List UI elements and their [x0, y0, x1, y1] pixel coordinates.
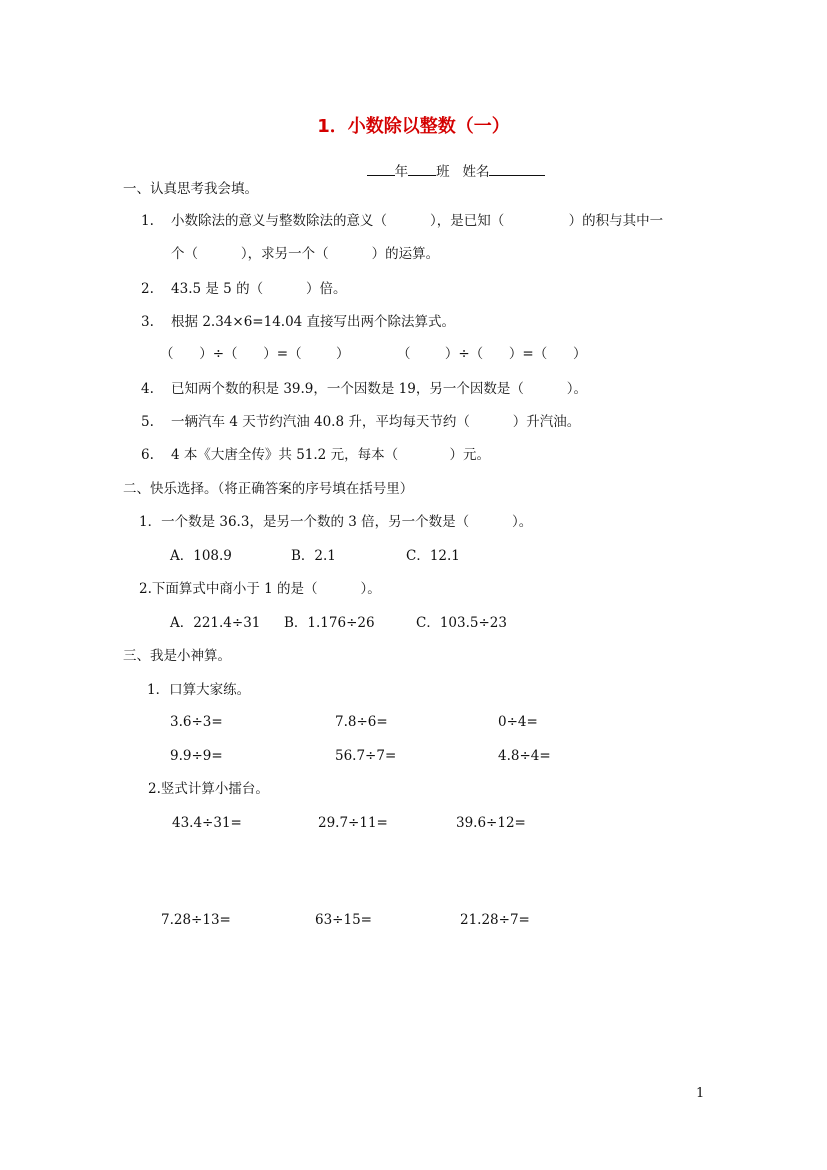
- question-2-1-option-b: B．2.1: [291, 548, 336, 564]
- vertical-problem: 39.6÷12=: [456, 815, 526, 831]
- section-3-heading: 三、我是小神算。: [123, 648, 231, 664]
- oral-problem: 7.8÷6=: [335, 714, 388, 730]
- question-1-3-expression-2: （ ）÷（ ）=（ ）: [397, 346, 587, 362]
- question-1-1-line-2: 个（ ），求另一个（ ）的运算。: [171, 246, 440, 262]
- year-blank[interactable]: [367, 163, 395, 176]
- page-number: 1: [696, 1086, 705, 1101]
- vertical-problem: 43.4÷31=: [172, 815, 242, 831]
- class-blank[interactable]: [408, 163, 436, 176]
- question-1-6: 6. 4 本《大唐全传》共 51.2 元，每本（ ）元。: [141, 447, 491, 463]
- question-1-4: 4. 已知两个数的积是 39.9，一个因数是 19，另一个因数是（ ）。: [141, 381, 588, 397]
- part-3-1-heading: 1．口算大家练。: [147, 682, 251, 698]
- vertical-problem: 21.28÷7=: [460, 912, 530, 928]
- vertical-problem: 63÷15=: [315, 912, 372, 928]
- oral-problem: 9.9÷9=: [170, 748, 223, 764]
- question-2-1-option-c: C．12.1: [406, 548, 460, 564]
- year-label: 年: [394, 164, 409, 180]
- question-2-2: 2.下面算式中商小于 1 的是（ ）。: [139, 581, 381, 597]
- question-1-2: 2. 43.5 是 5 的（ ）倍。: [141, 281, 347, 297]
- question-2-1: 1．一个数是 36.3，是另一个数的 3 倍，另一个数是（ ）。: [139, 514, 533, 530]
- oral-problem: 4.8÷4=: [498, 748, 551, 764]
- oral-problem: 3.6÷3=: [170, 714, 223, 730]
- question-1-5: 5. 一辆汽车 4 天节约汽油 40.8 升，平均每天节约（ ）升汽油。: [141, 414, 581, 430]
- question-1-3-expression-1: （ ）÷（ ）=（ ）: [160, 346, 350, 362]
- page-title: 1．小数除以整数（一）: [317, 116, 510, 137]
- name-blank[interactable]: [489, 163, 545, 176]
- question-1-1-line-1: 1. 小数除法的意义与整数除法的意义（ ），是已知（ ）的积与其中一: [141, 213, 664, 229]
- question-1-3: 3. 根据 2.34×6=14.04 直接写出两个除法算式。: [141, 314, 456, 330]
- vertical-problem: 29.7÷11=: [318, 815, 388, 831]
- student-info-line: [358, 147, 545, 180]
- question-2-1-option-a: A．108.9: [170, 548, 232, 564]
- class-label: 班: [436, 164, 450, 180]
- oral-problem: 0÷4=: [498, 714, 538, 730]
- name-label: 姓名: [462, 164, 490, 180]
- section-1-heading: 一、认真思考我会填。: [123, 181, 258, 197]
- oral-problem: 56.7÷7=: [335, 748, 397, 764]
- question-2-2-option-a: A．221.4÷31: [170, 615, 261, 631]
- question-2-2-option-c: C．103.5÷23: [416, 615, 507, 631]
- question-2-2-option-b: B．1.176÷26: [284, 615, 375, 631]
- section-2-heading: 二、快乐选择。（将正确答案的序号填在括号里）: [123, 481, 414, 497]
- vertical-problem: 7.28÷13=: [161, 912, 231, 928]
- part-3-2-heading: 2.竖式计算小擂台。: [148, 781, 269, 797]
